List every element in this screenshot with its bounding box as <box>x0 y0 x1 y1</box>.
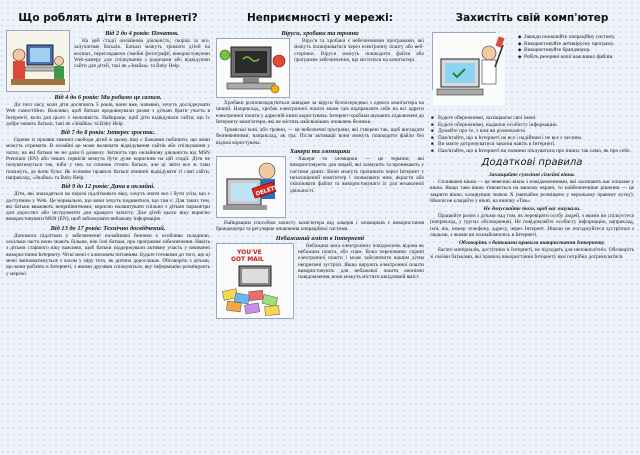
list-item: ■ Ви маєте дотримуватися законів навіть в Інтернеті. <box>430 141 634 148</box>
svg-text:YOU'VE: YOU'VE <box>237 248 262 256</box>
list-item: ◆ Використовуйте антивірусну програму. <box>518 41 634 48</box>
additional-rules-title: Додаткові правила <box>481 157 583 168</box>
age-4-6-text: До того часу, коли діти досягають 5 років, вони вже, напевно, хочуть досліджувати Web самостійно. Важливо, щоб батьки продовжували разом з дітьми брати участь в Інтернеті, коли для цього є можливість. Найкраще, щоб діти відвідували сайти, що їх добре знають батьки, такі як «Знайка» та Baby Help. <box>6 102 210 127</box>
age-13-17-heading: Від 13 до 17 років: Технічно досвідчений. <box>50 224 166 232</box>
list-item: ◆ Робіть резервні копії важливих файлів. <box>518 54 634 61</box>
virus-computer-illustration <box>216 38 290 98</box>
safety-list <box>430 115 634 154</box>
unwanted-content-heading: Небажаний вміст в Інтернеті <box>275 234 365 242</box>
hackers-heading: Хакери та зломщики <box>289 148 351 156</box>
rule-2-text: Працюйте разом з дітьми над тим, як перевіряти особу людей, з якими ви спілкуєтеся (наприклад, у групах обговорення). Не повідомляйте особисту інформацію, наприклад, ім'я, вік, номер телефону, адресу, через Інтернет. Ніколи не погоджуйтеся зустрітися з людьми, з якими ви познайомились в Інтернеті. <box>430 213 634 239</box>
rule-1-text: Спливаючі вікна — це невеликі вікна з повідомленнями, які засипають вас кліками у вікна. Якщо таке вікно з'являється на вашому екрані, то найбезпечніше рішення — це закрити вікно, клацнувши значок Х (звичайно розміщено у верхньому правому кутку). Ніколи не клацайте у вікні, на кнопку «Так». <box>430 179 634 204</box>
worms-text: Хробаки розповсюджуються швидше за віруси безпосередньо з одного комп'ютера на інший. Наприклад, хробак електронної пошти може сам відправляти себе на всі адреси електронної пошти у адресній книзі користувача. Інтернет-хробаки шукають підключені до Інтернету комп'ютери, які не містять найсвіжіших оновлень безпеки. <box>216 100 424 125</box>
age-4-6-heading: Від 4 до 6 років: Ми робимо це самим. <box>54 94 162 101</box>
list-item: ■ Пам'ятайте, що в Інтернеті ви повинні піклуватися про інших так само, як про себе. <box>430 148 634 155</box>
svg-text:GOT MAIL: GOT MAIL <box>231 255 264 263</box>
list-item: ◆ Використовуйте брандмауер. <box>518 47 634 54</box>
protect-top-list <box>510 34 634 60</box>
doctor-computer-illustration <box>432 32 496 90</box>
list-item: ■ Думайте про те, з ким ви розмовляєте. <box>430 128 634 135</box>
age-7-8-heading: Від 7 до 8 років: Інтерес зростає. <box>60 129 156 137</box>
column-protect-computer <box>430 4 634 451</box>
spam-mail-illustration <box>216 243 294 319</box>
list-item: ■ Пам'ятайте, що в Інтернеті не все і надійним і не все є чесним. <box>430 135 634 142</box>
age-7-8-text: Одним із проявів значної свободи дітей в цьому віці є бажання побачити, що вони можуть отримати. В онлайні це може включати відвідування сайтів або спілкування у чатах, на які батьки не не дали б дозволу. Звітність про онлайнову діяльність від MSN Premium (EN) або інших сервісів можуть бути дуже корисним на цій стадії. Діти не почуватимуться так, ніби у них за спиною стоять батьки, але ці звіти все ж таки покажуть, де вони були. Як основне правило батьки повинні відвідувати ті самі сайти, наприклад, «Знайка» та Baby Help. <box>6 137 210 181</box>
unwanted-content-text: Небажана маса електронних повідомлень відома як небажана пошта, або спам. Вона переповнює скрині електронної пошти і може забезпечити вашим дітям неприємні зустрічі. Якщо вирують електронної пошти використовують для небажаної пошти анонімні повідомлення, вони можуть містити шкідливий вміст. <box>298 242 424 281</box>
viruses-heading: Віруси, хробаки та трояни <box>281 30 359 37</box>
list-item: ◆ Завжди оновлюйте операційну систему. <box>518 34 634 41</box>
hackers-text-2: Найкращим способом захисту комп'ютера від хакерів і зломщиків є використання брандмауера та регулярне оновлення операційної системи. <box>216 220 424 233</box>
family-computer-illustration <box>6 30 70 92</box>
svg-text:DELETE: DELETE <box>255 184 279 198</box>
rule-3-heading: Обговоріть з батьками правила використання Інтернету. <box>458 240 605 247</box>
column-online-threats <box>216 4 424 451</box>
column-kids-online <box>6 4 210 451</box>
col3-title: Захистіть свій комп'ютер <box>455 12 609 24</box>
hackers-text: Хакери та зломщики — це терміни, які використовують для людей, які зламують та проникають у системи даних. Вони можуть проникати через Інтернет у незахищений комп'ютер і зловживати ним, вкрасти або скопіювати файли та використовувати їх для незаконної діяльності. <box>290 156 424 194</box>
list-item: ■ Будьте обережними, надаючи особисту інформацію. <box>430 122 634 129</box>
rule-3-text: Багато материалів, доступних в Інтернеті, не підходять для неповнолітніх. Обговоріть зі своїми батьками, які правила використання Інтернету вам потрібно дотримуватися. <box>430 247 634 260</box>
age-9-12-heading: Від 9 до 12 років: Дана в онлайні. <box>61 183 155 191</box>
trojans-text: Троянські коні, або трояни, — це небезпечні програми, які створені так, щоб виглядати безневинними, наприклад, як гра. Після активації вони можуть пошкодити файли без відома користувача. <box>216 127 424 146</box>
list-item: ■ Будьте обережними, захищаючи свої імені. <box>430 115 634 122</box>
age-2-4-text: На цей стадії онлайнова діяльність, скоріш за все, залучатиме батьків. Батьки можуть тримати дітей на колінах, переглядаючи сімейні фотографії, використовуючи Web-камеру для спілкування з родичами або відвідуючи сайти для дітей, такі як «Знайка» та Baby Help. <box>74 38 210 70</box>
hacker-delete-illustration <box>216 156 286 218</box>
rule-1-heading: Захищайте сумлінні сімейні вікна. <box>488 172 576 178</box>
age-13-17-text: Допомога підліткам у забезпеченні онлайнової безпеки є особливо складною, оскільки часто вони знають більше, ніж їхні батьки, про програмне забезпечення. Навіть з дітьми старшого віку важливо, щоб батьки піддержували активну участь у вживанні використання Інтернету. Чіткі межі є ключовим питанням. Будьте готовими до того, що ці межі змінюватимуться з часом у міру того, як дитина дорослішає. Обговоріть з дітьми, що вони роблять в Інтернеті, з якими друзями спілкуються, яку інформацію розміщують у мережі. <box>6 232 210 277</box>
col1-title: Що роблять діти в Інтернеті? <box>18 12 198 24</box>
viruses-text: Віруси та хробаки є небезпечними програмами, які можуть поширюватися через електронну пошту або веб-сторінки. Віруси можуть пошкодити файли або програмне забезпечення, що міститься на комп'ютері. <box>294 38 424 63</box>
col2-title: Неприємності у мережі: <box>247 12 393 24</box>
protect-top <box>430 30 634 112</box>
age-9-12-text: Діти, які знаходяться на порозі підліткового віку, хочуть знати все і бути усім, що є доступним у Web. Це нормально, що вони хочуть подивитися, що там є. Для таких тем, які батьки вважають неприйнятними, корисно налаштувати спільно з дітьми параметри для дорослих або інструменти для кращого захисту. Для дітей цього віку корисно використовувати MSN (EN), щоб заблокувати небажану інформацію. <box>6 191 210 223</box>
age-2-4-heading: Від 2 до 4 років: Початок. <box>105 30 179 37</box>
rule-2-heading: Не допускайте того, щоб вас ошукали. <box>483 206 581 213</box>
